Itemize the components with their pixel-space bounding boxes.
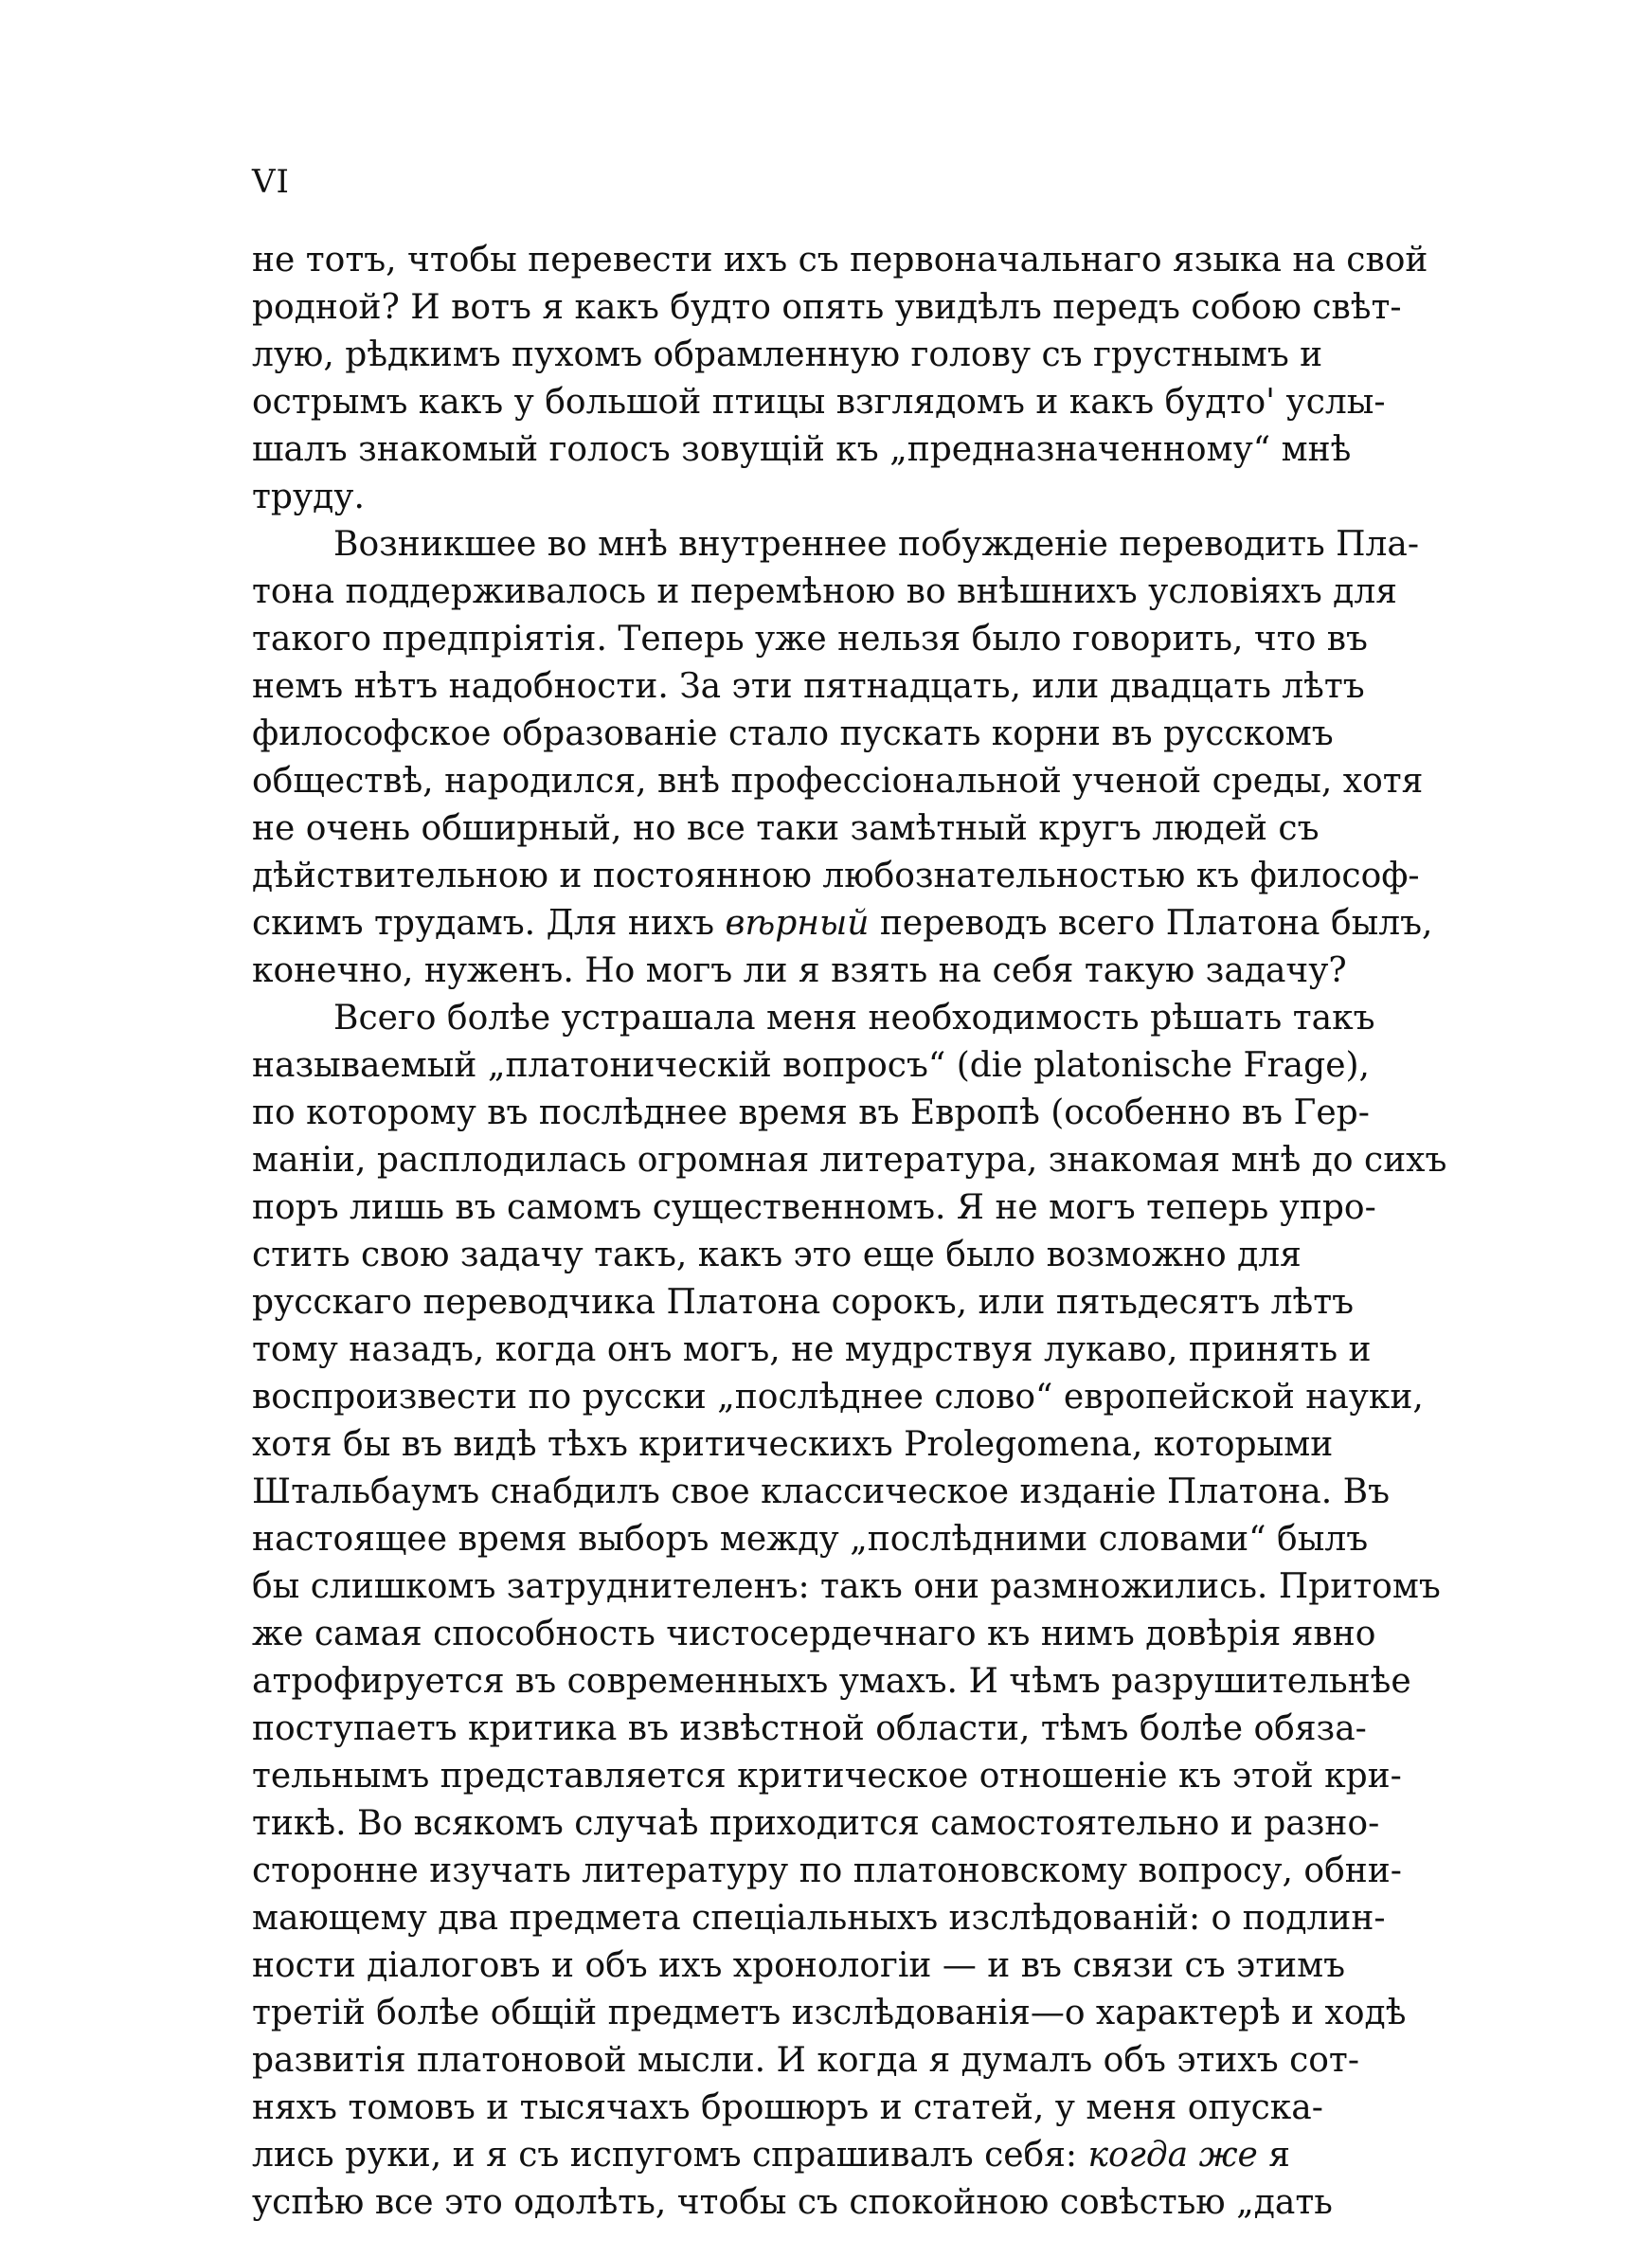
text-line: Всего болѣе устрашала меня необходимость рѣшать такъ (333, 999, 1375, 1038)
text-line: воспроизвести по русски „послѣднее слово“ европейской науки, (252, 1378, 1424, 1417)
text-line: родной? И вотъ я какъ будто опять увидѣлъ передъ собою свѣт- (252, 288, 1402, 327)
text-line: маніи, расплодилась огромная литература, знакомая мнѣ до сихъ (252, 1141, 1447, 1180)
text-line: русскаго переводчика Платона сорокъ, или пятьдесятъ лѣтъ (252, 1283, 1355, 1322)
italic-word: когда же (1087, 2136, 1258, 2175)
text-line: ности діалоговъ и объ ихъ хронологіи — и въ связи съ этимъ (252, 1946, 1346, 1985)
text-line: няхъ томовъ и тысячахъ брошюръ и статей, у меня опуска- (252, 2088, 1323, 2127)
text-line: тикѣ. Во всякомъ случаѣ приходится самостоятельно и разно- (252, 1804, 1380, 1843)
paragraph (252, 995, 1447, 2227)
italic-word: вѣрный (725, 904, 870, 943)
text-line: развитія платоновой мысли. И когда я думалъ объ этихъ сот- (252, 2041, 1359, 2080)
text-line: Возникшее во мнѣ внутреннее побужденіе переводить Пла- (333, 525, 1420, 564)
text-line: мающему два предмета спеціальныхъ изслѣдованій: о подлин- (252, 1899, 1386, 1938)
text-line: настоящее время выборъ между „послѣдними словами“ былъ (252, 1520, 1369, 1559)
text-line: Штальбаумъ снабдилъ свое классическое изданіе Платона. Въ (252, 1472, 1390, 1511)
text-line: дѣйствительною и постоянною любознательностью къ философ- (252, 857, 1420, 895)
paragraph (252, 237, 1428, 521)
text-line: тому назадъ, когда онъ могъ, не мудрствуя лукаво, принять и (252, 1330, 1372, 1369)
text-line: лую, рѣдкимъ пухомъ обрамленную голову съ грустнымъ и (252, 335, 1323, 374)
text-segment: скимъ трудамъ. Для нихъ (252, 904, 726, 943)
text-line: шалъ знакомый голосъ зовущій къ „предназначенному“ мнѣ (252, 430, 1352, 469)
text-line: обществѣ, народился, внѣ профессіональной ученой среды, хотя (252, 762, 1424, 801)
body-text (252, 237, 1447, 2227)
text-line: труду. (252, 478, 365, 516)
text-line (252, 900, 1433, 948)
text-segment: лись руки, и я съ испугомъ спрашивалъ себя: (252, 2136, 1088, 2175)
text-line: острымъ какъ у большой птицы взглядомъ и какъ будто' услы- (252, 383, 1386, 422)
text-line: по которому въ послѣднее время въ Европѣ (особенно въ Гер- (252, 1093, 1370, 1132)
page-number: VI (252, 163, 290, 201)
text-line: поступаетъ критика въ извѣстной области, тѣмъ болѣе обяза- (252, 1709, 1367, 1748)
text-line: поръ лишь въ самомъ существенномъ. Я не могъ теперь упро- (252, 1188, 1376, 1227)
text-line: конечно, нуженъ. Но могъ ли я взять на себя такую задачу? (252, 951, 1347, 990)
text-line: немъ нѣтъ надобности. За эти пятнадцать, или двадцать лѣтъ (252, 667, 1365, 706)
paragraph (252, 521, 1433, 995)
text-line: хотя бы въ видѣ тѣхъ критическихъ Prolegomena, которыми (252, 1425, 1334, 1464)
text-line: сторонне изучать литературу по платоновскому вопросу, обни- (252, 1851, 1402, 1890)
text-line: тона поддерживалось и перемѣною во внѣшнихъ условіяхъ для (252, 572, 1397, 611)
text-line: же самая способность чистосердечнаго къ нимъ довѣрія явно (252, 1615, 1376, 1653)
text-line: не тотъ, чтобы перевести ихъ съ первоначальнаго языка на свой (252, 241, 1428, 280)
text-line: стить свою задачу такъ, какъ это еще было возможно для (252, 1236, 1302, 1274)
text-line: бы слишкомъ затруднителенъ: такъ они размножились. Притомъ (252, 1567, 1441, 1606)
text-line (252, 2132, 1370, 2179)
text-line: атрофируется въ современныхъ умахъ. И чѣмъ разрушительнѣе (252, 1662, 1411, 1701)
text-line: такого предпріятія. Теперь уже нельзя было говорить, что въ (252, 620, 1368, 659)
text-segment: я (1257, 2136, 1290, 2175)
text-line: называемый „платоническій вопросъ“ (die platonische Frage), (252, 1046, 1370, 1085)
text-line: философское образованіе стало пускать корни въ русскомъ (252, 714, 1334, 753)
text-line: третій болѣе общій предметъ изслѣдованія—о характерѣ и ходѣ (252, 1994, 1407, 2032)
text-segment: переводъ всего Платона былъ, (869, 904, 1433, 943)
text-line: успѣю все это одолѣть, чтобы съ спокойною совѣстью „дать (252, 2183, 1333, 2222)
text-line: тельнымъ представляется критическое отношеніе къ этой кри- (252, 1757, 1402, 1796)
text-line: не очень обширный, но все таки замѣтный кругъ людей съ (252, 809, 1320, 848)
